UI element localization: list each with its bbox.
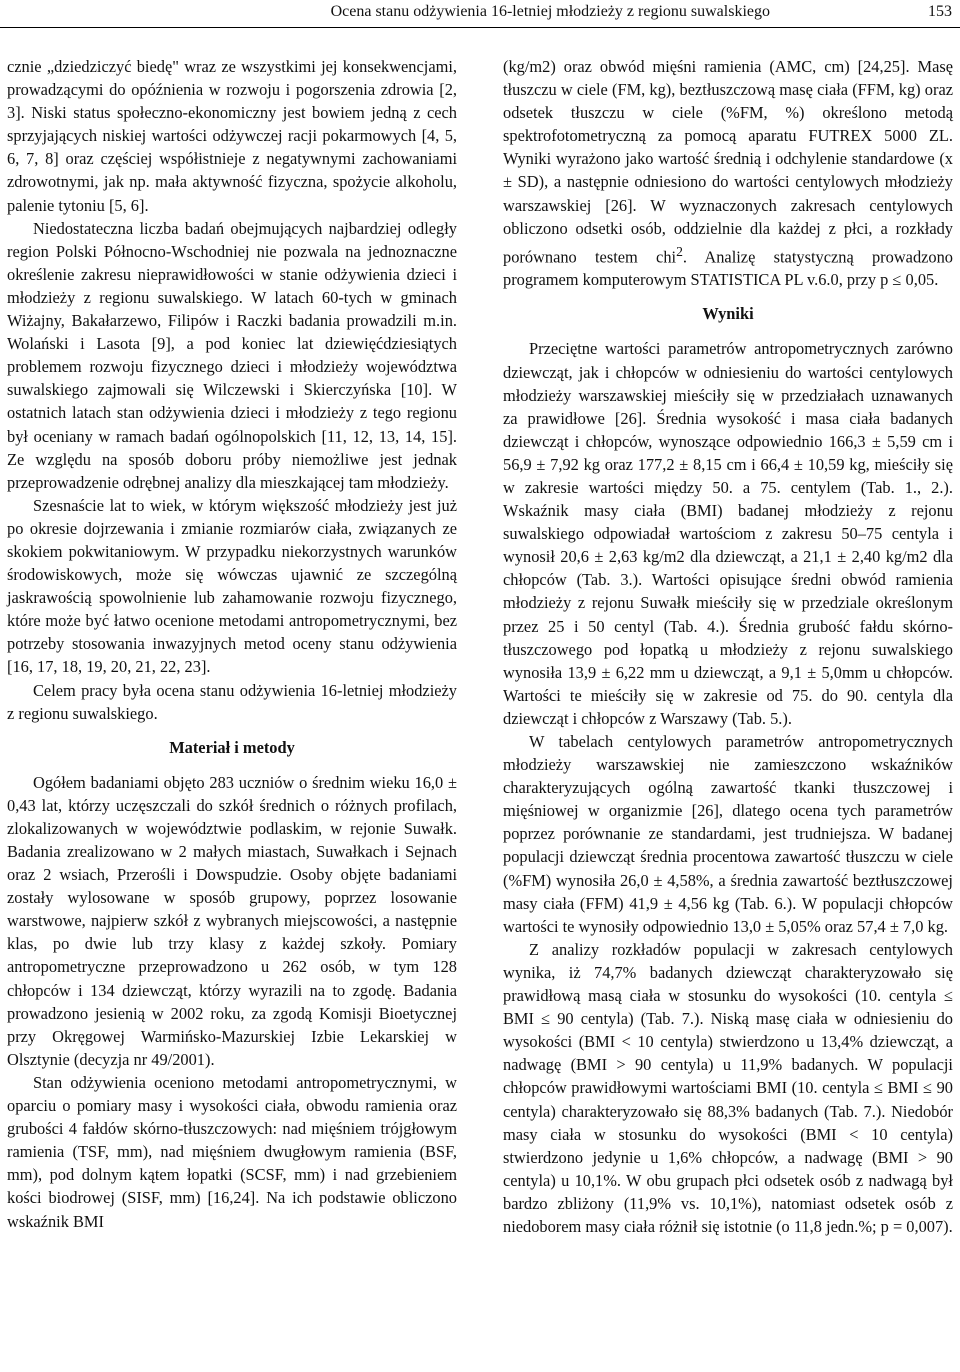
running-title: Ocena stanu odżywienia 16-letniej młodzieży z regionu suwalskiego: [330, 3, 770, 20]
paragraph: Niedostateczna liczba badań obejmujących najbardziej odległy region Polski Północno-Wschodniej nie pozwala na jednoznaczne określenie zakresu nieprawidłowości w stanie odżywienia dzieci i młodzieży z regionu suwalskiego. W latach 60-tych w gminach Wiżajny, Bakałarzewo, Filipów i Raczki badania prowadzili m.in. Wolański i Lasota [9], a pod koniec lat dziewięćdziesiątych problemem rozwoju fizycznego dzieci i młodzieży województwa suwalskiego zajmowali się Wilczewski i Skierczyńska [10]. W ostatnich latach stan odżywienia dzieci i młodzieży z tego regionu był oceniany w ramach badań ogólnopolskich [11, 12, 13, 14, 15]. Ze względu na sposób doboru próby niemożliwe jest jednak przeprowadzenie odrębnej analizy dla mieszkającej tam młodzieży.: [7, 218, 457, 492]
paragraph-text: (kg/m2) oraz obwód mięśni ramienia (AMC, cm) [24,25]. Masę tłuszczu w ciele (FM, kg), beztłuszczową masę ciała (FFM, kg) oraz odsetek tłuszczu w ciele (%FM, %) określono metodą spektrofotometryczną za pomocą aparatu FUTREX 5000 ZL. Wyniki wyrażono jako wartość średnią i odchylenie standardowe (x ± SD), a następnie odniesiono do wartości centylowych młodzieży warszawskiej [26]. W wyznaczonych zakresach centylowych obliczono odsetki osób, oddzielnie dla każdej z płci, a rozkłady porównano testem chi: [503, 57, 953, 267]
paragraph: cznie „dziedziczyć biedę" wraz ze wszystkimi jej konsekwencjami, prowadzącymi do opóźnienia w rozwoju i pogorszenia zdrowia [2, 3]. Niski status społeczno-ekonomiczny jest bowiem jedną z cech sprzyjających niskiej wartości odżywczej racji pokarmowych [4, 5, 6, 7, 8] oraz częściej współistnieje z negatywnymi zachowaniami zdrowotnymi, jak np. mała aktywność fizyczna, spożycie alkoholu, palenie tytoniu [5, 6].: [7, 57, 457, 215]
section-heading-methods: Materiał i metody: [169, 737, 295, 757]
left-column: [7, 55, 457, 1233]
right-column: [503, 55, 953, 1238]
paragraph: Stan odżywienia oceniono metodami antropometrycznymi, w oparciu o pomiary masy i wysokości ciała, obwodu ramienia oraz grubości 4 fałdów skórno-tłuszczowych: nad mięśniem trójgłowym ramienia (TSF, mm), nad mięśniem dwugłowym ramienia (BSF, mm), pod dolnym kątem łopatki (SCSF, mm) i nad grzebieniem kości biodrowej (SISF, mm) [16,24]. Na ich podstawie obliczono wskaźnik BMI: [7, 1072, 457, 1231]
paragraph-text: . Analizę statystyczną prowadzono programem komputerowym STATISTICA PL v.6.0, przy p ≤ 0,05.: [503, 247, 953, 290]
paragraph: W tabelach centylowych parametrów antropometrycznych młodzieży warszawskiej nie zamieszczono wskaźników charakteryzujących ogólną zawartość tkanki tłuszczowej i mięśniowej w organizmie [26], dlatego ocena tych parametrów poprzez porównanie ze standardami, jest trudniejsza. W badanej populacji dziewcząt średnia procentowa zawartość tłuszczu w ciele (%FM) wynosiła 26,0 ± 4,58%, a średnia zawartość beztłuszczowej masy ciała (FFM) 41,9 ± 4,56 kg (Tab. 6.). W populacji chłopców wartości te wynosiły odpowiednio 13,0 ± 5,05% oraz 57,4 ± 7,0 kg.: [503, 732, 953, 936]
section-heading-results: Wyniki: [702, 304, 754, 324]
paragraph: Z analizy rozkładów populacji w zakresach centylowych wynika, iż 74,7% badanych dziewcząt charakteryzowało się prawidłową masą ciała w stosunku do wysokości (10. centyla ≤ BMI ≤ 90 centyla) (Tab. 7.). Niską masę ciała w odniesieniu do wysokości (BMI < 10 centyla) stwierdzono u 13,4% dziewcząt, a nadwagę (BMI > 90 centyla) u 11,9% badanych. W populacji chłopców prawidłowymi wartościami BMI (10. centyla ≤ BMI ≤ 90 centyla) charakteryzowało się 88,3% badanych (Tab. 7.). Niedobór masy ciała w stosunku do wysokości (BMI < 10 centyla) stwierdzono jedynie u 1,6% chłopców, a nadwagę (BMI > 90 centyla) u 10,1%. W obu grupach płci odsetek osób z nadwagą był bardzo zbliżony (11,9% vs. 10,1%), natomiast odsetek osób z niedoborem masy ciała różnił się istotnie (o 11,8 jedn.%; p = 0,007).: [503, 939, 953, 1236]
paragraph: Ogółem badaniami objęto 283 uczniów o średnim wieku 16,0 ± 0,43 lat, którzy uczęszczali do szkół średnich o różnych profilach, zlokalizowanych w województwie podlaskim, w rejonie Suwałk. Badania zrealizowano w 2 małych miastach, Suwałkach i Sejnach oraz 2 wsiach, Przerośli i Dowspudzie. Osoby objęte badaniami zostały wylosowane w sposób grupowy, poprzez losowanie warstwowe, najpierw szkół z wybranych miejscowości, a następnie klas, po dwie lub trzy klasy z każdej szkoły. Pomiary antropometryczne przeprowadzono u 262 osób, w tym 128 chłopców i 134 dziewcząt, którzy wyrazili na to zgodę. Badania prowadzono jesienią w 2002 roku, za zgodą Komisji Bioetycznej przy Okręgowej Warmińsko-Mazurskiej Izbie Lekarskiej w Olsztynie (decyzja nr 49/2001).: [7, 772, 457, 1069]
paragraph: Szesnaście lat to wiek, w którym większość młodzieży jest już po okresie dojrzewania i zmianie rozmiarów ciała, związanych ze skokiem pokwitaniowym. W przypadku niekorzystnych warunków środowiskowych, może się wówczas ujawnić ze szczególną jaskrawością spowolnienie lub zahamowanie rozwoju fizycznego, które może być łatwo ocenione metodami antropometrycznymi, bez potrzeby stosowania inwazyjnych metod oceny stanu odżywienia [16, 17, 18, 19, 20, 21, 22, 23].: [7, 495, 457, 677]
paragraph: Przeciętne wartości parametrów antropometrycznych zarówno dziewcząt, jak i chłopców w odniesieniu do wartości centylowych młodzieży warszawskiej mieściły się w przedziałach uznawanych za prawidłowe [26]. Średnia wysokość i masa ciała badanych dziewcząt i chłopców, wynoszące odpowiednio 166,3 ± 5,59 cm i 56,9 ± 7,92 kg oraz 177,2 ± 8,15 cm i 66,4 ± 10,59 kg, mieściły się w zakresie wartości między 50. a 75. centylem (Tab. 1., 2.). Wskaźnik masy ciała (BMI) badanej młodzieży z rejonu suwalskiego odpowiadał wartościom z zakresu 50–75 centyla i wynosił 20,6 ± 2,63 kg/m2 dla dziewcząt, a 21,1 ± 2,40 kg/m2 dla chłopców (Tab. 3.). Wartości opisujące średni obwód ramienia młodzieży z rejonu Suwałk mieściły się w przedziale określonym przez 25 i 50 centyl (Tab. 4.). Średnia grubość fałdu skórno-tłuszczowego pod łopatką u młodzieży z rejonu suwalskiego wynosiła 13,9 ± 6,22 mm u dziewcząt, a 9,1 ± 5,0mm u chłopców. Wartości te mieściły się w zakresie od 75. do 90. centyla dla dziewcząt i chłopców z Warszawy (Tab. 5.).: [503, 339, 953, 728]
paragraph: [503, 55, 953, 291]
paragraph: Celem pracy była ocena stanu odżywienia 16-letniej młodzieży z regionu suwalskiego.: [7, 680, 457, 723]
superscript: 2: [676, 243, 683, 259]
running-header: [0, 0, 960, 28]
page-number: 153: [928, 3, 952, 20]
